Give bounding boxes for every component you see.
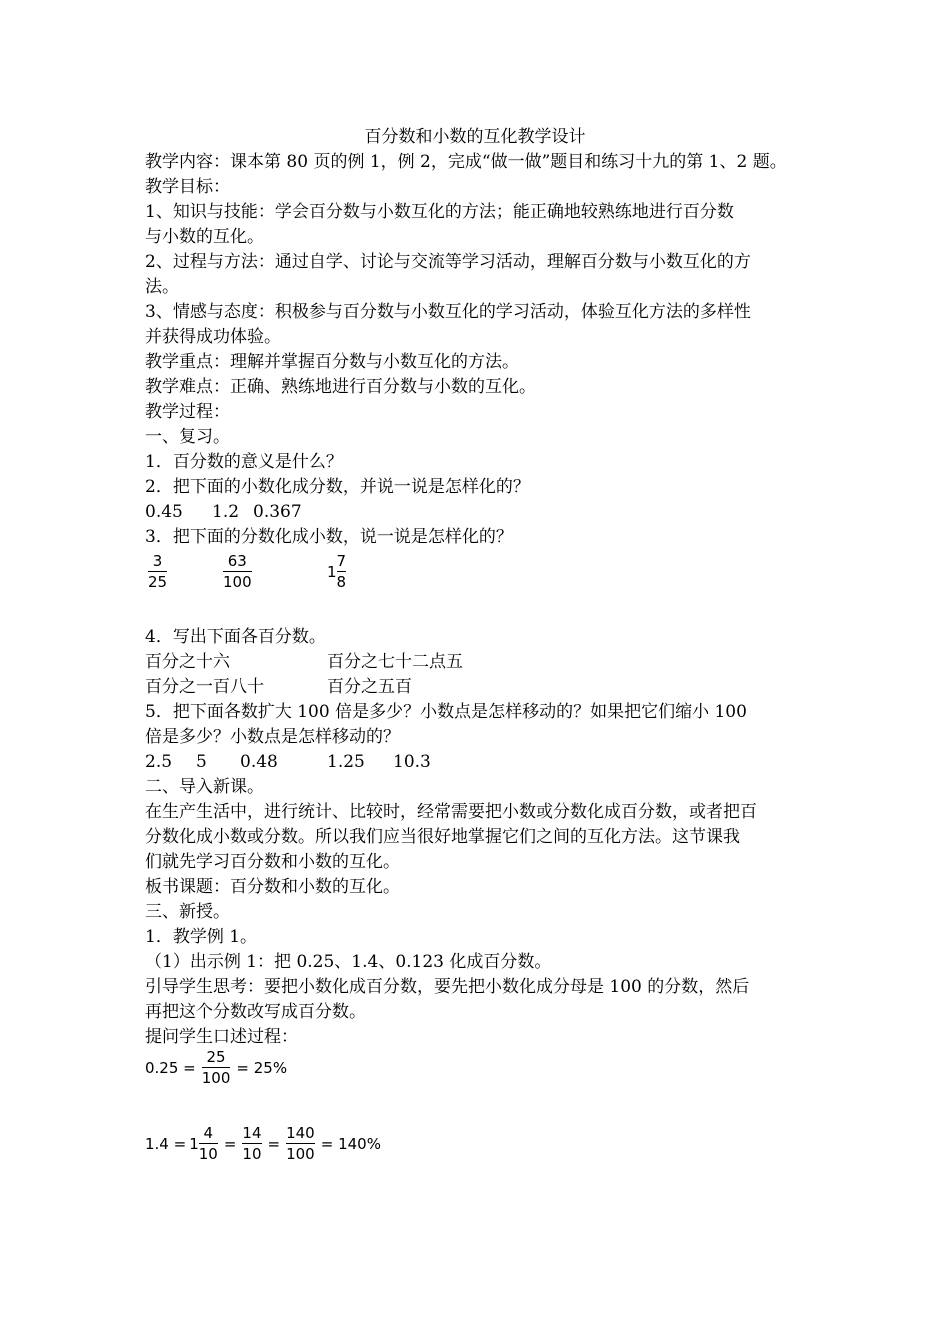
text-line: 教学难点：正确、熟练地进行百分数与小数的互化。 (145, 377, 536, 397)
fraction-bar (148, 571, 167, 572)
text-line: 教学目标： (145, 177, 230, 197)
text-line: 在生产生活中，进行统计、比较时，经常需要把小数或分数化成百分数，或者把百 (145, 802, 757, 822)
text-line: 1．百分数的意义是什么？ (145, 452, 343, 472)
numerator: 7 (336, 552, 347, 570)
text-line: 引导学生思考：要把小数化成百分数，要先把小数化成分母是 100 的分数，然后 (145, 977, 750, 997)
numerator: 14 (242, 1124, 262, 1142)
text-line: 1、知识与技能：学会百分数与小数互化的方法；能正确地较熟练地进行百分数 (145, 202, 734, 222)
text-line: 分数化成小数或分数。所以我们应当很好地掌握它们之间的互化方法。这节课我 (145, 827, 740, 847)
percent-word: 百分之一百八十 (145, 677, 264, 697)
fraction (202, 1048, 231, 1087)
text-line: 法。 (145, 277, 179, 297)
text-line: 2．把下面的小数化成分数，并说一说是怎样化的？ (145, 477, 530, 497)
numerator: 140 (286, 1124, 315, 1142)
equation-1 (145, 1048, 290, 1087)
number-value: 0.48 (240, 752, 278, 772)
text-line: 板书课题：百分数和小数的互化。 (145, 877, 400, 897)
mixed-number (327, 552, 346, 591)
fraction-bar (286, 1143, 315, 1144)
decimal-value: 1.2 (212, 502, 240, 522)
text-line: 1．教学例 1。 (145, 927, 258, 947)
text-line: 教学过程： (145, 402, 230, 422)
equals-sign: = (267, 1134, 281, 1153)
text-line: 2、过程与方法：通过自学、讨论与交流等学习活动，理解百分数与小数互化的方 (145, 252, 751, 272)
denominator: 100 (201, 1069, 231, 1087)
equation-rhs: = 25% (236, 1058, 288, 1077)
text-line: 3．把下面的分数化成小数，说一说是怎样化的？ (145, 527, 513, 547)
text-line: 教学重点：理解并掌握百分数与小数互化的方法。 (145, 352, 519, 372)
denominator: 100 (223, 573, 252, 591)
text-line: 并获得成功体验。 (145, 327, 281, 347)
fraction-bar (199, 1143, 218, 1144)
text-line: 提问学生口述过程： (145, 1027, 298, 1047)
text-line: （1）出示例 1：把 0.25、1.4、0.123 化成百分数。 (145, 952, 552, 972)
fraction (242, 1124, 261, 1163)
numerator: 25 (206, 1048, 226, 1066)
equation-lhs: 1.4 = (145, 1134, 187, 1153)
text-line: 5．把下面各数扩大 100 倍是多少？小数点是怎样移动的？如果把它们缩小 100 (145, 702, 747, 722)
denominator: 8 (336, 573, 347, 591)
percent-word: 百分之十六 (145, 652, 230, 672)
numerator: 4 (203, 1124, 214, 1142)
text-line: 3、情感与态度：积极参与百分数与小数互化的学习活动，体验互化方法的多样性 (145, 302, 751, 322)
text-line: 们就先学习百分数和小数的互化。 (145, 852, 400, 872)
numerator: 3 (152, 552, 163, 570)
equation-2 (145, 1124, 384, 1163)
denominator: 10 (242, 1145, 262, 1163)
fraction-bar (242, 1143, 261, 1144)
text-line: 4．写出下面各百分数。 (145, 627, 326, 647)
fraction (223, 552, 252, 591)
denominator: 10 (198, 1145, 218, 1163)
text-line: 再把这个分数改写成百分数。 (145, 1002, 366, 1022)
percent-word: 百分之七十二点五 (327, 652, 463, 672)
whole-part: 1 (327, 562, 337, 581)
number-value: 1.25 (327, 752, 365, 772)
text-line: 教学内容：课本第 80 页的例 1，例 2，完成“做一做”题目和练习十九的第 1、2 题。 (145, 152, 787, 172)
denominator: 100 (286, 1145, 315, 1163)
number-value: 5 (196, 752, 207, 772)
fraction-bar (223, 571, 252, 572)
number-value: 2.5 (145, 752, 173, 772)
text-line: 倍是多少？小数点是怎样移动的？ (145, 727, 400, 747)
fraction (148, 552, 167, 591)
whole-part: 1 (189, 1134, 199, 1153)
decimal-value: 0.367 (253, 502, 302, 522)
equation-lhs: 0.25 = (145, 1058, 196, 1077)
fraction (337, 552, 347, 591)
number-value: 10.3 (393, 752, 431, 772)
text-line: 二、导入新课。 (145, 777, 264, 797)
page-title: 百分数和小数的互化教学设计 (364, 127, 586, 147)
decimal-value: 0.45 (145, 502, 183, 522)
fraction-bar (202, 1067, 231, 1068)
fraction (286, 1124, 315, 1163)
equation-rhs: = 140% (320, 1134, 381, 1153)
fraction-bar (337, 571, 347, 572)
fraction (199, 1124, 218, 1163)
text-line: 与小数的互化。 (145, 227, 264, 247)
text-line: 一、复习。 (145, 427, 230, 447)
numerator: 63 (227, 552, 247, 570)
equals-sign: = (223, 1134, 237, 1153)
denominator: 25 (148, 573, 168, 591)
percent-word: 百分之五百 (327, 677, 412, 697)
text-line: 三、新授。 (145, 902, 230, 922)
